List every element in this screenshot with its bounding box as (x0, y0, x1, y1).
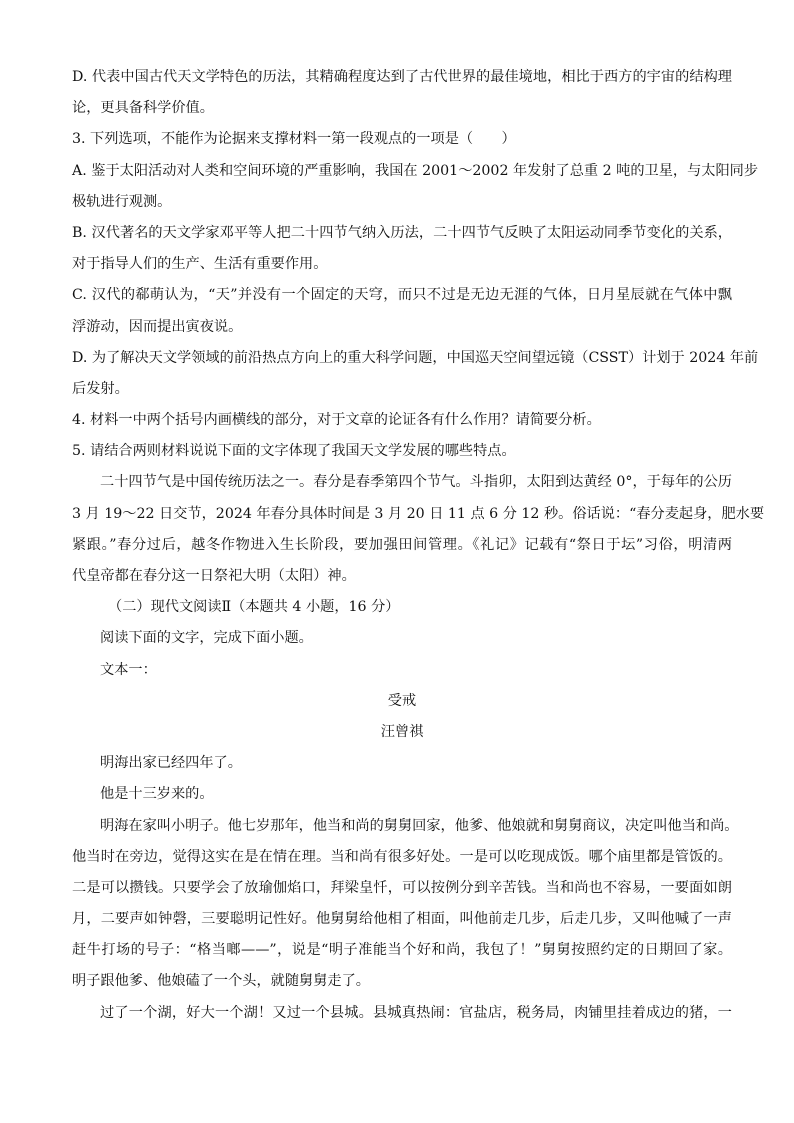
story-paragraph-3-line-6: 明子跟他爹、他娘磕了一个头，就随舅舅走了。 (72, 973, 370, 990)
story-paragraph-3-line-4: 月，二要声如钟磬，三要聪明记性好。他舅舅给他相了相面，叫他前走几步，后走几步，又叫他喊了一声 (72, 911, 732, 928)
q4-text: 4. 材料一中两个括号内画横线的部分，对于文章的论证各有什么作用？请简要分析。 (72, 412, 601, 429)
passage-line-4: 代皇帝都在春分这一日祭祀大明（太阳）神。 (72, 568, 356, 584)
story-paragraph-3-line-5: 赶牛打场的号子：“格当啷——”，说是“明子准能当个好和尚，我包了！”舅舅按照约定的日期回了家。 (72, 942, 732, 959)
passage-line-1: 二十四节气是中国传统历法之一。春分是春季第四个节气。斗指卯，太阳到达黄经 0°，于每年的公历 (100, 474, 732, 491)
q2-option-d-line-1: D. 代表中国古代天文学特色的历法，其精确程度达到了古代世界的最佳境地，相比于西方的宇宙的结构理 (72, 69, 732, 85)
q3-option-c-line-1: C. 汉代的郗萌认为，“天”并没有一个固定的天穹，而只不过是无边无涯的气体，日月星辰就在气体中飘 (72, 287, 732, 304)
story-paragraph-4-line-1: 过了一个湖，好大一个湖！又过一个县城。县城真热闹：官盐店，税务局，肉铺里挂着成边的猪，一 (100, 1004, 732, 1021)
document-page (72, 62, 765, 1029)
q3-option-d-line-2: 后发射。 (72, 380, 129, 397)
section-heading: （二）现代文阅读Ⅱ（本题共 4 小题，16 分） (108, 599, 400, 616)
story-paragraph-3-line-2: 他当时在旁边，觉得这实在是在情在理。当和尚有很多好处。一是可以吃现成饭。哪个庙里都是管饭的。 (72, 848, 732, 865)
q2-option-d-line-2: 论，更具备科学价值。 (72, 100, 214, 117)
q3-option-b-line-2: 对于指导人们的生产、生活有重要作用。 (72, 256, 328, 273)
text-label: 文本一： (100, 661, 157, 678)
story-title: 受戒 (387, 692, 417, 709)
q3-option-c-line-2: 浮游动，因而提出寅夜说。 (72, 318, 243, 335)
passage-line-2: 3 月 19～22 日交节，2024 年春分具体时间是 3 月 20 日 11 点 6 分 12 秒。俗话说：“春分麦起身，肥水要 (72, 505, 765, 522)
story-paragraph-3-line-1: 明海在家叫小明子。他七岁那年，他当和尚的舅舅回家，他爹、他娘就和舅舅商议，决定叫他当和尚。 (100, 817, 739, 834)
story-paragraph-3-line-3: 二是可以攒钱。只要学会了放瑜伽焰口，拜梁皇忏，可以按例分到辛苦钱。当和尚也不容易，一要面如朗 (72, 879, 732, 896)
story-author: 汪曾祺 (380, 723, 424, 740)
q5-text: 5. 请结合两则材料说说下面的文字体现了我国天文学发展的哪些特点。 (72, 443, 516, 460)
story-paragraph-2: 他是十三岁来的。 (100, 786, 214, 803)
section-instruction: 阅读下面的文字，完成下面小题。 (100, 630, 313, 647)
q3-option-b-line-1: B. 汉代著名的天文学家邓平等人把二十四节气纳入历法，二十四节气反映了太阳运动同季节变化的关系， (72, 224, 732, 241)
q3-option-d-line-1: D. 为了解决天文学领域的前沿热点方向上的重大科学问题，中国巡天空间望远镜（CSST）计划于 2024 年前 (72, 349, 759, 366)
q3-option-a-line-1: A. 鉴于太阳活动对人类和空间环境的严重影响，我国在 2001～2002 年发射了总重 2 吨的卫星，与太阳同步 (72, 162, 759, 179)
story-paragraph-1: 明海出家已经四年了。 (100, 755, 242, 772)
passage-line-3: 紧跟。”春分过后，越冬作物进入生长阶段，要加强田间管理。《礼记》记载有“祭日于坛”习俗，明清两 (72, 536, 732, 553)
q3-option-a-line-2: 极轨进行观测。 (72, 193, 172, 210)
q3-stem: 3. 下列选项，不能作为论据来支撑材料一第一段观点的一项是（ ） (72, 131, 516, 148)
